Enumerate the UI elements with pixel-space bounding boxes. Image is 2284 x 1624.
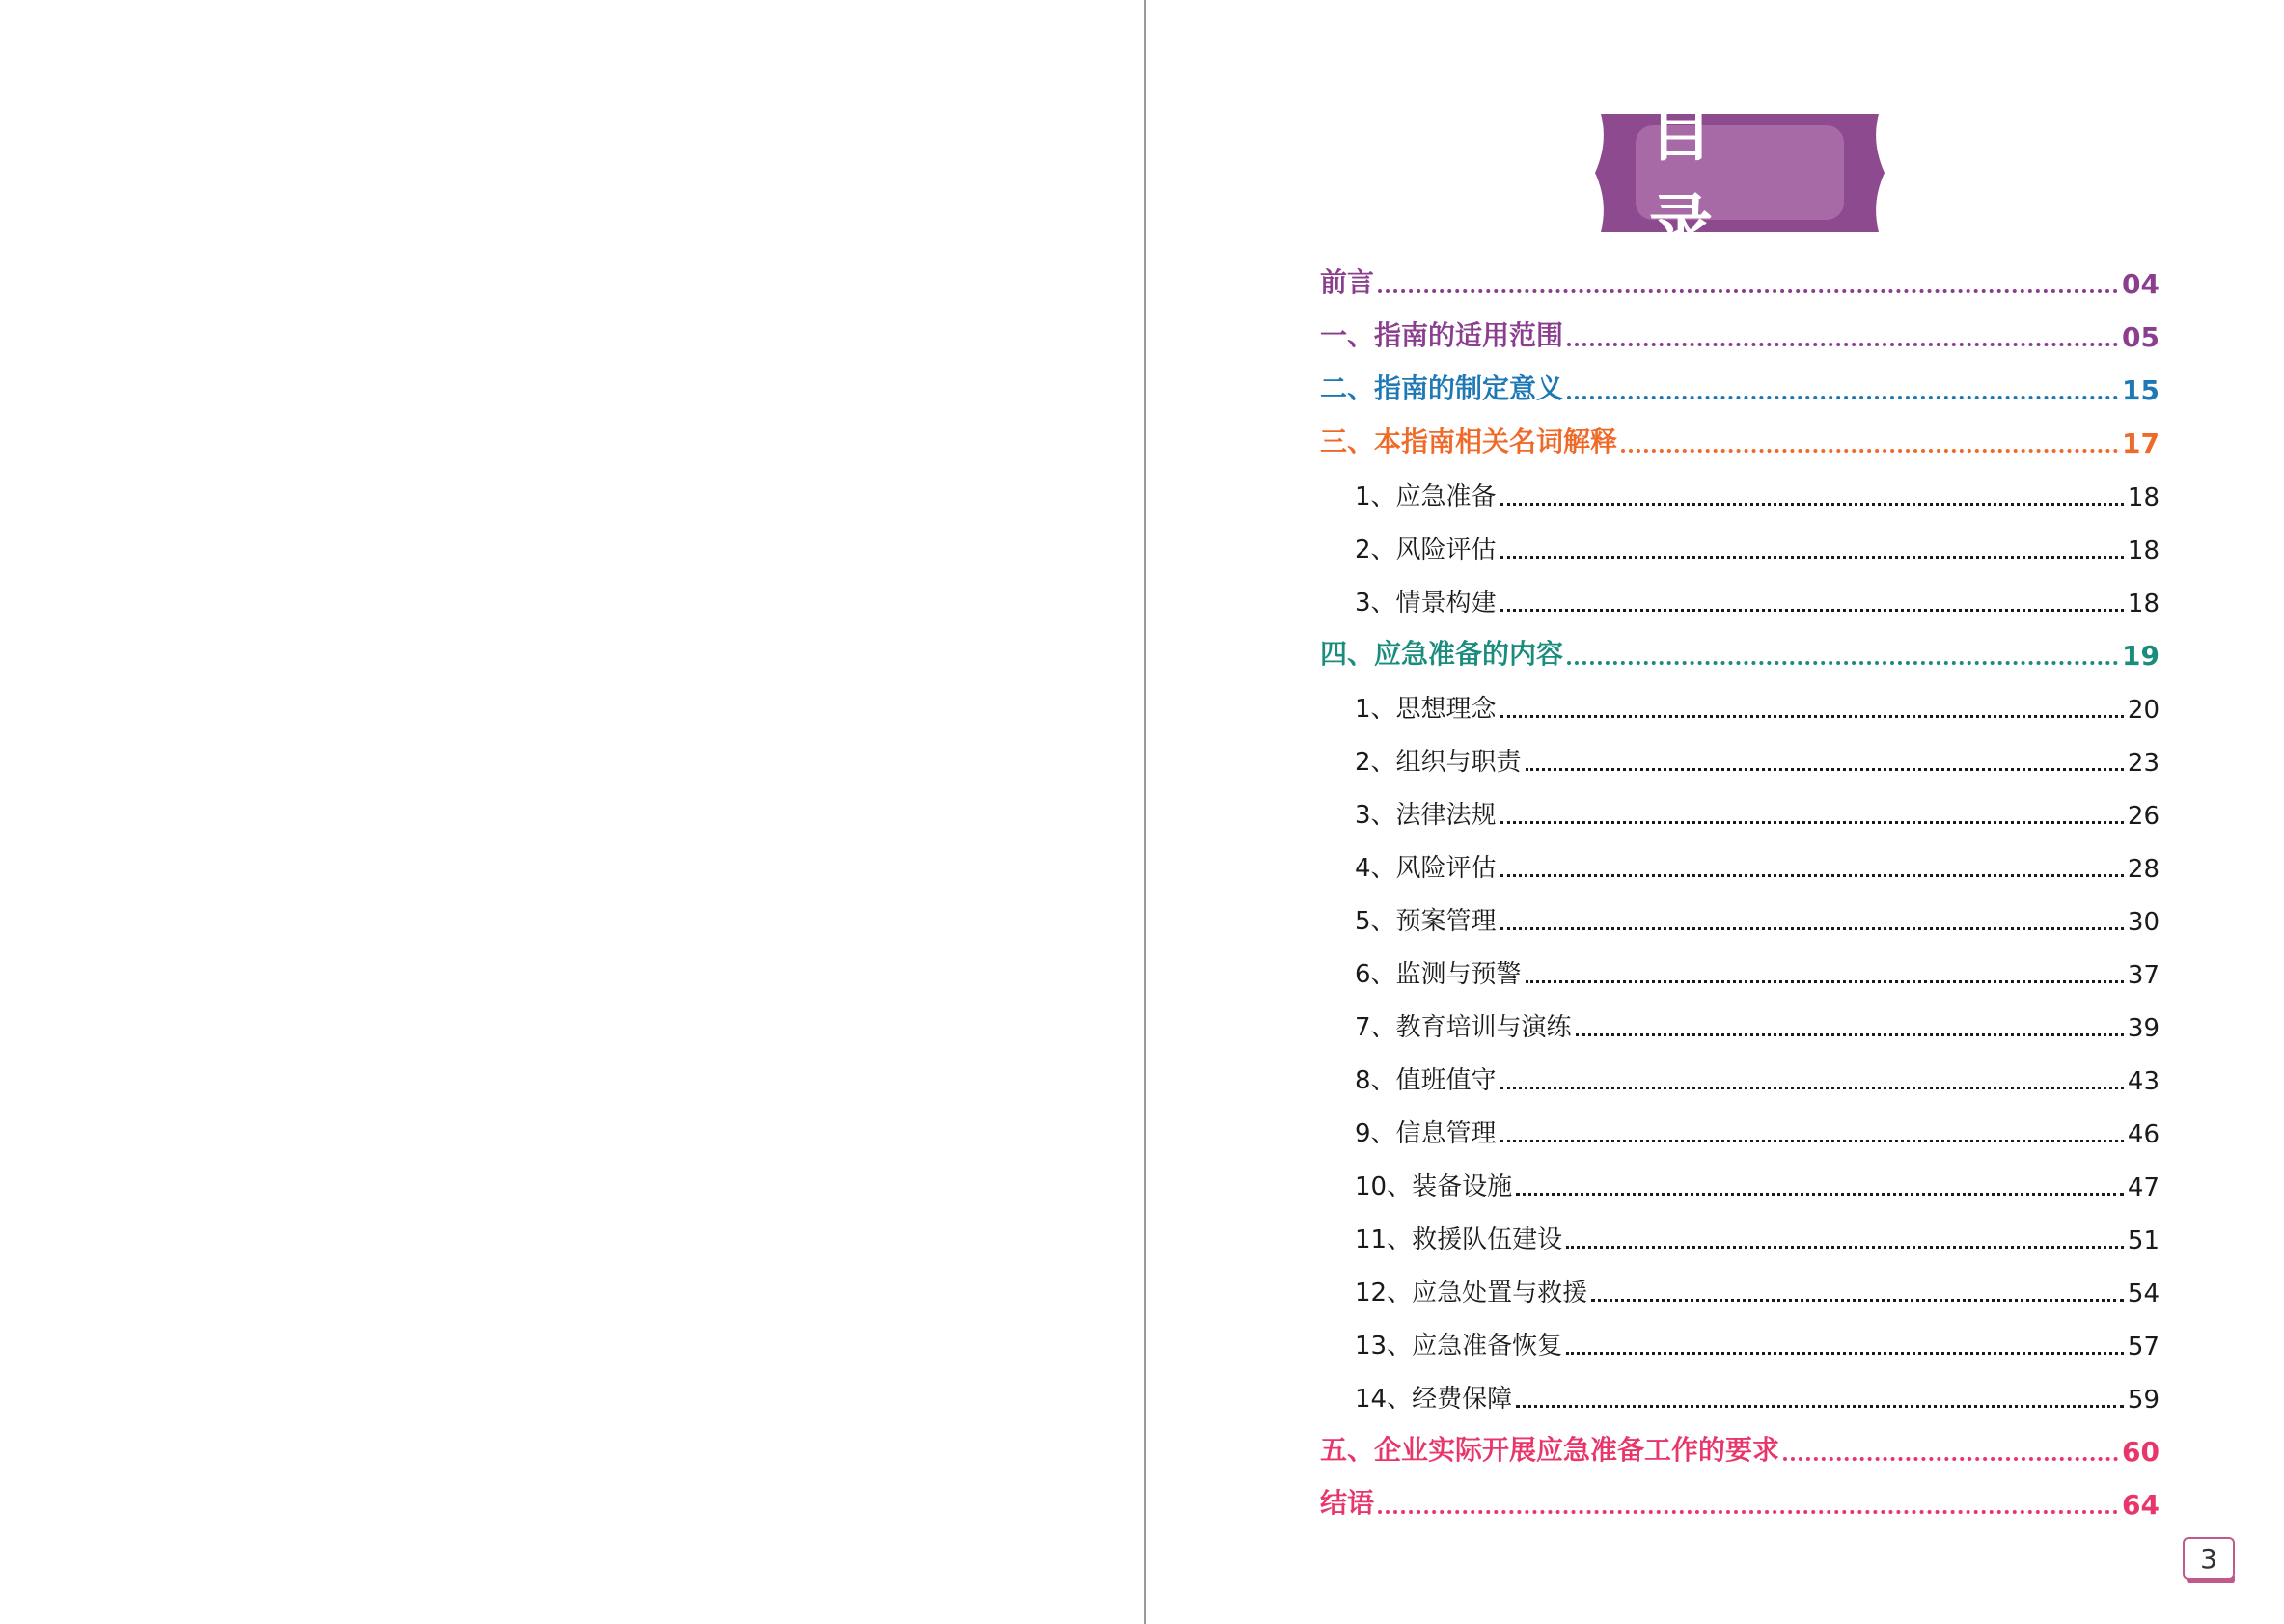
toc-section-entry[interactable]: [1320, 730, 2160, 784]
toc-dot-leader: [1526, 768, 2124, 771]
toc-entry-label: 14、经费保障: [1355, 1385, 1513, 1414]
toc-chapter-entry[interactable]: [1320, 306, 2160, 359]
toc-entry-page-number: 64: [2122, 1489, 2160, 1521]
toc-entry-label: 2、风险评估: [1355, 536, 1497, 564]
toc-entry-label: 5、预案管理: [1355, 907, 1497, 936]
toc-section-entry[interactable]: [1320, 1102, 2160, 1155]
toc-entry-label: 10、装备设施: [1355, 1172, 1513, 1201]
toc-entry-page-number: 04: [2122, 268, 2160, 300]
toc-entry-label: 8、值班值守: [1355, 1066, 1497, 1095]
toc-dot-leader: [1378, 1510, 2118, 1514]
toc-entry-page-number: 18: [2127, 483, 2160, 512]
toc-dot-leader: [1500, 927, 2124, 930]
toc-dot-leader: [1500, 503, 2124, 506]
toc-section-entry[interactable]: [1320, 784, 2160, 837]
toc-dot-leader: [1783, 1457, 2118, 1461]
toc-dot-leader: [1500, 556, 2124, 559]
toc-dot-leader: [1500, 715, 2124, 718]
toc-dot-leader: [1567, 343, 2118, 346]
toc-dot-leader: [1526, 980, 2124, 983]
toc-section-entry[interactable]: [1320, 890, 2160, 943]
toc-entry-label: 一、指南的适用范围: [1320, 319, 1564, 351]
toc-entry-page-number: 37: [2127, 961, 2160, 990]
toc-entry-page-number: 05: [2122, 321, 2160, 353]
toc-section-entry[interactable]: [1320, 1049, 2160, 1102]
toc-dot-leader: [1516, 1193, 2124, 1196]
toc-entry-label: 7、教育培训与演练: [1355, 1013, 1572, 1042]
toc-dot-leader: [1576, 1033, 2124, 1036]
toc-entry-label: 12、应急处置与救援: [1355, 1279, 1588, 1307]
toc-entry-page-number: 26: [2127, 802, 2160, 831]
toc-entry-page-number: 51: [2127, 1226, 2160, 1255]
toc-entry-label: 3、法律法规: [1355, 801, 1497, 830]
toc-dot-leader: [1567, 661, 2118, 665]
toc-section-entry[interactable]: [1320, 465, 2160, 518]
toc-entry-page-number: 54: [2127, 1280, 2160, 1308]
toc-chapter-entry[interactable]: [1320, 253, 2160, 306]
toc-entry-page-number: 23: [2127, 749, 2160, 778]
toc-dot-leader: [1500, 1087, 2124, 1089]
page-number: 3: [2183, 1537, 2235, 1580]
toc-section-entry[interactable]: [1320, 1155, 2160, 1208]
toc-entry-page-number: 46: [2127, 1120, 2160, 1149]
toc-dot-leader: [1500, 609, 2124, 612]
toc-entry-page-number: 57: [2127, 1333, 2160, 1362]
toc-entry-label: 11、救援队伍建设: [1355, 1225, 1563, 1254]
toc-chapter-entry[interactable]: [1320, 1420, 2160, 1473]
toc-entry-label: 2、组织与职责: [1355, 748, 1522, 777]
toc-entry-page-number: 15: [2122, 374, 2160, 406]
toc-entry-label: 4、风险评估: [1355, 854, 1497, 883]
toc-chapter-entry[interactable]: [1320, 1473, 2160, 1527]
toc-entry-label: 1、思想理念: [1355, 695, 1497, 724]
toc-dot-leader: [1500, 1140, 2124, 1142]
toc-entry-label: 三、本指南相关名词解释: [1320, 426, 1618, 457]
toc-dot-leader: [1621, 449, 2118, 453]
toc-section-entry[interactable]: [1320, 571, 2160, 624]
toc-entry-label: 二、指南的制定意义: [1320, 372, 1564, 404]
toc-dot-leader: [1566, 1352, 2124, 1355]
toc-dot-leader: [1500, 874, 2124, 877]
toc-section-entry[interactable]: [1320, 677, 2160, 730]
toc-entry-page-number: 47: [2127, 1173, 2160, 1202]
table-of-contents: [1320, 253, 2160, 1527]
toc-title-banner: [1595, 95, 1885, 261]
toc-entry-page-number: 18: [2127, 590, 2160, 619]
toc-section-entry[interactable]: [1320, 1314, 2160, 1367]
toc-entry-label: 3、情景构建: [1355, 589, 1497, 618]
toc-entry-label: 五、企业实际开展应急准备工作的要求: [1320, 1434, 1780, 1466]
toc-entry-page-number: 60: [2122, 1436, 2160, 1468]
toc-entry-page-number: 43: [2127, 1067, 2160, 1096]
toc-entry-page-number: 17: [2122, 427, 2160, 459]
toc-entry-page-number: 59: [2127, 1386, 2160, 1415]
toc-dot-leader: [1567, 396, 2118, 399]
toc-section-entry[interactable]: [1320, 996, 2160, 1049]
toc-entry-page-number: 39: [2127, 1014, 2160, 1043]
toc-entry-label: 结语: [1320, 1487, 1375, 1519]
toc-section-entry[interactable]: [1320, 1208, 2160, 1261]
toc-entry-label: 四、应急准备的内容: [1320, 638, 1564, 670]
toc-entry-label: 9、信息管理: [1355, 1119, 1497, 1148]
toc-section-entry[interactable]: [1320, 1261, 2160, 1314]
toc-entry-page-number: 18: [2127, 537, 2160, 565]
toc-dot-leader: [1566, 1246, 2124, 1249]
toc-section-entry[interactable]: [1320, 943, 2160, 996]
toc-section-entry[interactable]: [1320, 837, 2160, 890]
toc-section-entry[interactable]: [1320, 518, 2160, 571]
toc-entry-label: 1、应急准备: [1355, 482, 1497, 511]
toc-entry-label: 6、监测与预警: [1355, 960, 1522, 989]
toc-dot-leader: [1516, 1405, 2124, 1408]
toc-entry-page-number: 28: [2127, 855, 2160, 884]
toc-entry-page-number: 30: [2127, 908, 2160, 937]
toc-dot-leader: [1500, 821, 2124, 824]
toc-dot-leader: [1378, 289, 2118, 293]
toc-entry-page-number: 19: [2122, 640, 2160, 672]
toc-dot-leader: [1591, 1299, 2124, 1302]
toc-chapter-entry[interactable]: [1320, 412, 2160, 465]
toc-title: 目 录: [1649, 95, 1767, 261]
toc-chapter-entry[interactable]: [1320, 359, 2160, 412]
toc-chapter-entry[interactable]: [1320, 624, 2160, 677]
toc-section-entry[interactable]: [1320, 1367, 2160, 1420]
toc-entry-label: 前言: [1320, 266, 1375, 298]
toc-entry-page-number: 20: [2127, 696, 2160, 725]
toc-entry-label: 13、应急准备恢复: [1355, 1332, 1563, 1361]
